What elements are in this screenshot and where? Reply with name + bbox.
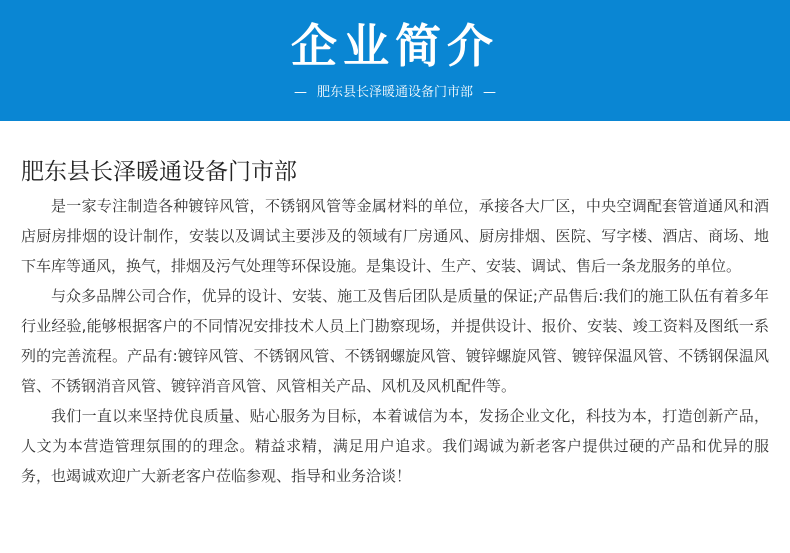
intro-paragraph-1: 是一家专注制造各种镀锌风管，不锈钢风管等金属材料的单位，承接各大厂区，中央空调配套管道通风和酒店厨房排烟的设计制作，安装以及调试主要涉及的领域有厂房通风、厨房排烟、医院、写字楼、酒店、商场、地下车库等通风，换气，排烟及污气处理等环保设施。是集设计、生产、安装、调试、售后一条龙服务的单位。 — [21, 197, 769, 275]
page-subtitle — [0, 84, 790, 102]
company-name-heading: 肥东县长泽暖通设备门市部 — [21, 159, 297, 185]
header-banner — [0, 0, 790, 121]
intro-paragraph-2: 与众多品牌公司合作，优异的设计、安装、施工及售后团队是质量的保证;产品售后:我们的施工队伍有着多年行业经验,能够根据客户的不同情况安排技术人员上门勘察现场，并提供设计、报价、安装、竣工资料及图纸一系列的完善流程。产品有:镀锌风管、不锈钢风管、不锈钢螺旋风管、镀锌螺旋风管、镀锌保温风管、不锈钢保温风管、不锈钢消音风管、镀锌消音风管、风管相关产品、风机及风机配件等。 — [21, 287, 769, 395]
page-title: 企业简介 — [291, 19, 499, 73]
subtitle-text: 肥东县长泽暖通设备门市部 — [316, 85, 473, 100]
intro-paragraph-3: 我们一直以来坚持优良质量、贴心服务为目标，本着诚信为本，发扬企业文化，科技为本，打造创新产品，人文为本营造管理氛围的的理念。精益求精，满足用户追求。我们竭诚为新老客户提供过硬的产品和优异的服务，也竭诚欢迎广大新老客户莅临参观、指导和业务洽谈！ — [21, 407, 769, 485]
intro-content — [0, 157, 790, 491]
subtitle-dash-right: — — [483, 85, 496, 100]
subtitle-dash-left: — — [293, 85, 307, 100]
